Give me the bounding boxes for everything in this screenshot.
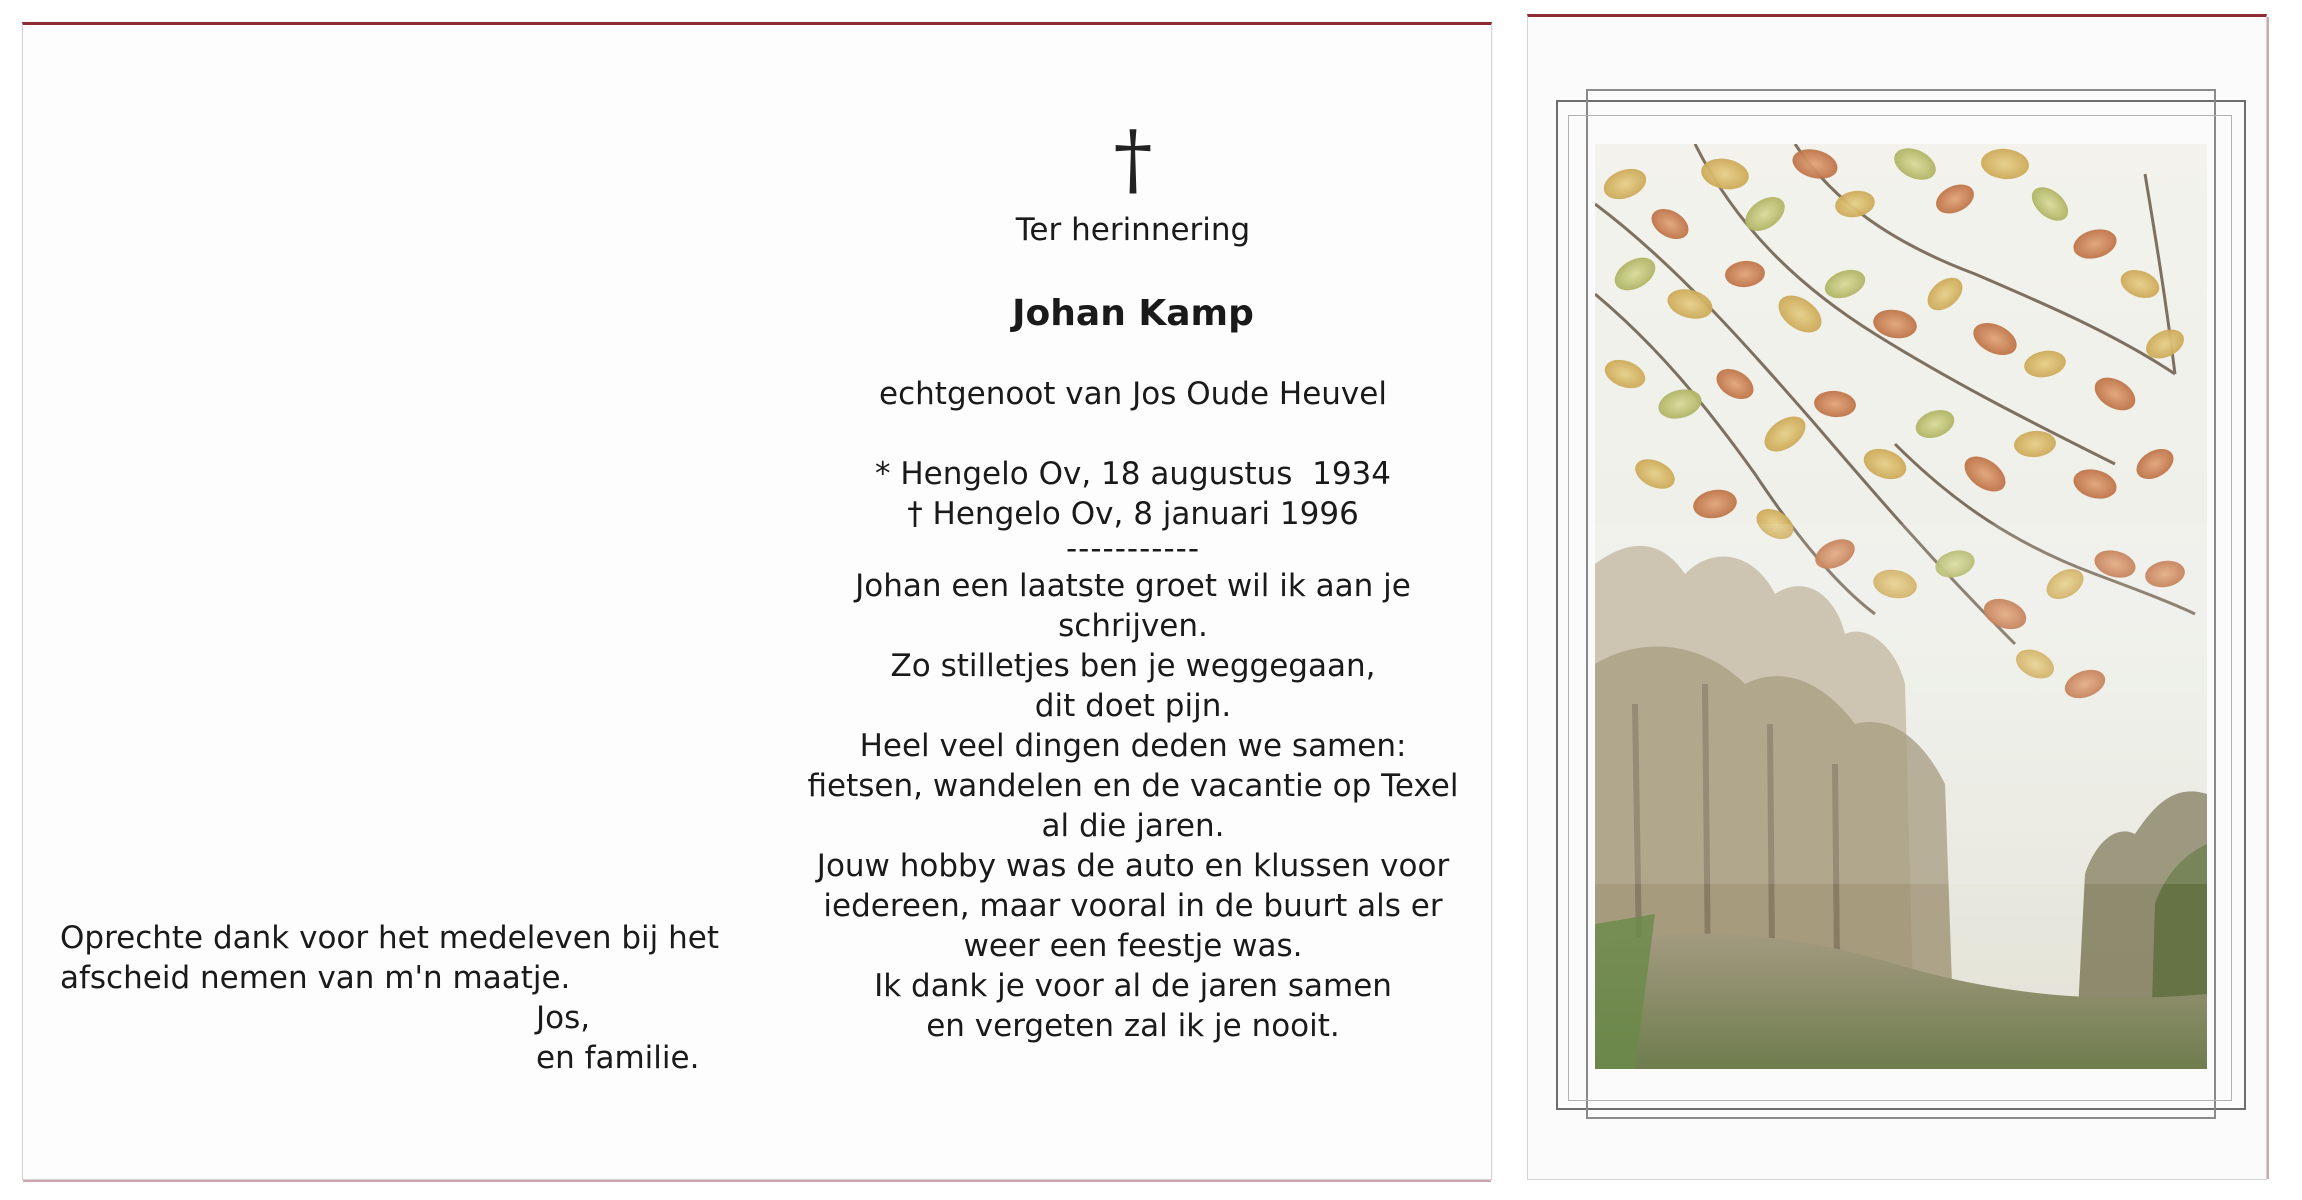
poem-line: Ik dank je voor al de jaren samen [874,968,1392,1004]
memorial-card-text-page [22,22,1492,1180]
cross-icon: † [1113,115,1153,205]
thanks-line: afscheid nemen van m'n maatje. [60,960,571,996]
main-text-column [793,115,1473,1046]
poem-line: schrijven. [1058,608,1208,644]
thanks-line: Oprechte dank voor het medeleven bij het [60,920,719,956]
poem-line: Jouw hobby was de auto en klussen voor [816,848,1450,884]
thanks-note [60,918,740,1078]
spouse-line: echtgenoot van Jos Oude Heuvel [879,376,1387,412]
autumn-trees-photo-icon [1595,144,2207,1069]
deceased-name: Johan Kamp [1012,293,1254,334]
intro-text: Ter herinnering [1015,212,1251,248]
poem-line: al die jaren. [1041,808,1225,844]
birth-line: * Hengelo Ov, 18 augustus 1934 [875,456,1391,492]
poem-line: Zo stilletjes ben je weggegaan, [890,648,1376,684]
death-line: † Hengelo Ov, 8 januari 1996 [907,496,1359,532]
poem-line: Heel veel dingen deden we samen: [859,728,1407,764]
poem-line: weer een feestje was. [963,928,1303,964]
poem-line: en vergeten zal ik je nooit. [926,1008,1340,1044]
separator: ----------- [1065,531,1201,567]
poem-line: iedereen, maar vooral in de buurt als er [823,888,1443,924]
memorial-card-photo-page [1527,14,2267,1180]
signature-line: Jos, [536,1000,591,1036]
signature-line: en familie. [536,1040,700,1076]
poem-line: fietsen, wandelen en de vacantie op Texel [807,768,1459,804]
poem [793,566,1473,1046]
poem-line: dit doet pijn. [1034,688,1232,724]
poem-line: Johan een laatste groet wil ik aan je [855,568,1411,604]
